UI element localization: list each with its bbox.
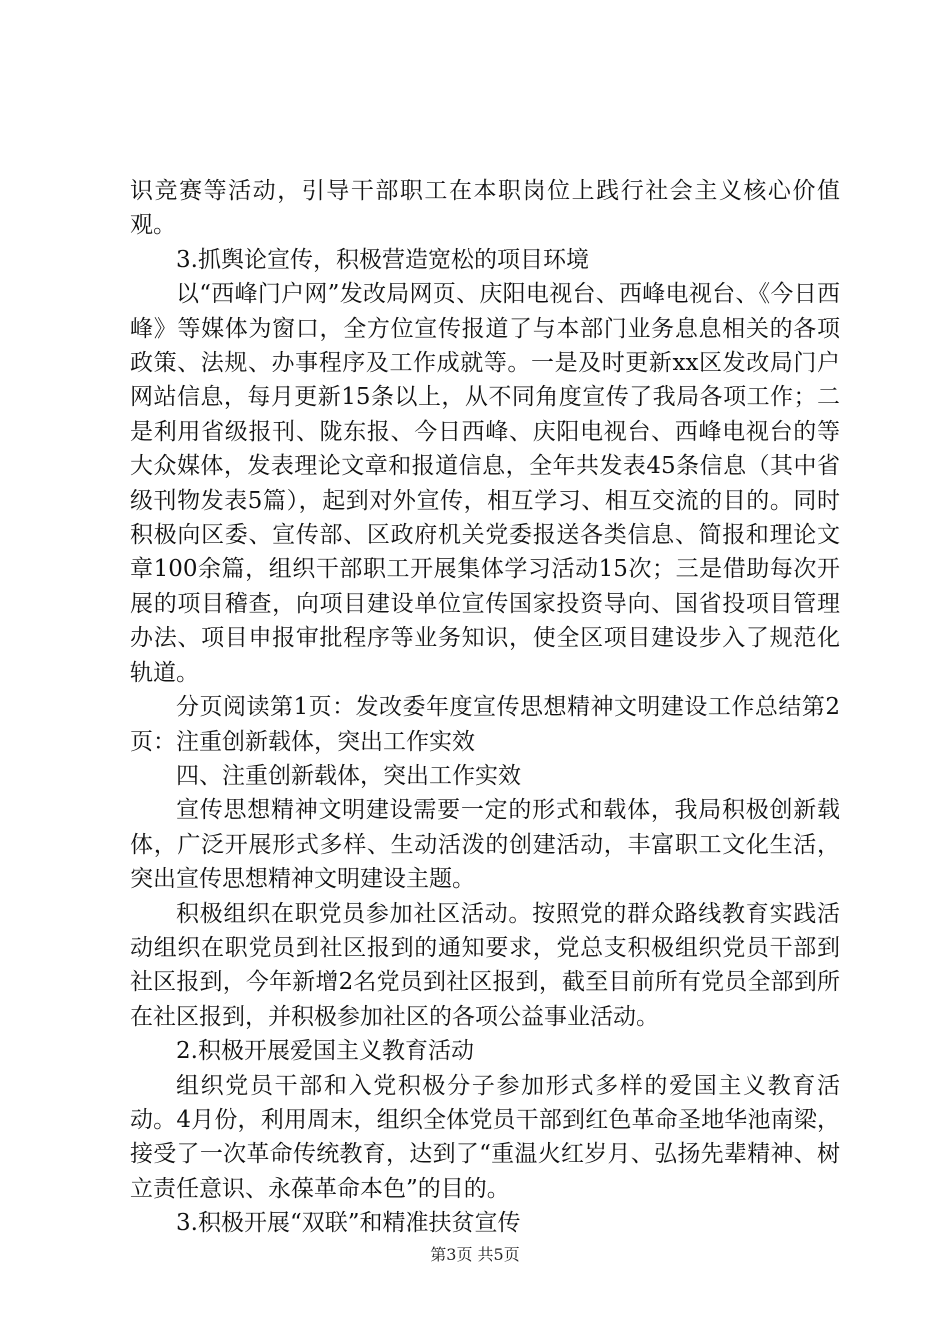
document-body: [130, 174, 840, 1241]
subheading-patriotic-education: 2.积极开展爱国主义教育活动: [176, 1038, 474, 1065]
page-footer: 第3页 共5页: [430, 1245, 520, 1264]
paragraph-media-publicity: 以“西峰门户网”发改局网页、庆阳电视台、西峰电视台、《今日西峰》等媒体为窗口，全方位宣传报道了与本部门业务息息相关的各项政策、法规、办事程序及工作成就等。一是及时更新xx区发改局门户网站信息，每月更新15条以上，从不同角度宣传了我局各项工作；二是利用省级报刊、陇东报、今日西峰、庆阳电视台、西峰电视台的等大众媒体，发表理论文章和报道信息，全年共发表45条信息（其中省级刊物发表5篇），起到对外宣传，相互学习、相互交流的目的。同时积极向区委、宣传部、区政府机关党委报送各类信息、简报和理论文章100余篇，组织干部职工开展集体学习活动15次；三是借助每次开展的项目稽查，向项目建设单位宣传国家投资导向、国省投项目管理办法、项目申报审批程序等业务知识，使全区项目建设步入了规范化轨道。: [130, 281, 840, 686]
pagination-note: 分页阅读第1页：发改委年度宣传思想精神文明建设工作总结第2页：注重创新载体，突出工作实效: [130, 694, 840, 755]
paragraph-patriotic-education: 组织党员干部和入党积极分子参加形式多样的爱国主义教育活动。4月份，利用周末，组织全体党员干部到红色革命圣地华池南梁，接受了一次革命传统教育，达到了“重温火红岁月、弘扬先辈精神、树立责任意识、永葆革命本色”的目的。: [130, 1072, 840, 1202]
paragraph-carrier-innovation: 宣传思想精神文明建设需要一定的形式和载体，我局积极创新载体，广泛开展形式多样、生动活泼的创建活动，丰富职工文化生活，突出宣传思想精神文明建设主题。: [130, 797, 840, 893]
paragraph-community-activities: 积极组织在职党员参加社区活动。按照党的群众路线教育实践活动组织在职党员到社区报到的通知要求，党总支积极组织党员干部到社区报到，今年新增2名党员到社区报到，截至目前所有党员全部到所在社区报到，并积极参加社区的各项公益事业活动。: [130, 900, 840, 1030]
subheading-poverty-alleviation: 3.积极开展“双联”和精准扶贫宣传: [176, 1210, 521, 1237]
section-heading-3: 3.抓舆论宣传，积极营造宽松的项目环境: [176, 246, 589, 273]
section-heading-4: 四、注重创新载体，突出工作实效: [176, 762, 521, 789]
paragraph-1: 识竞赛等活动，引导干部职工在本职岗位上践行社会主义核心价值观。: [130, 178, 840, 239]
